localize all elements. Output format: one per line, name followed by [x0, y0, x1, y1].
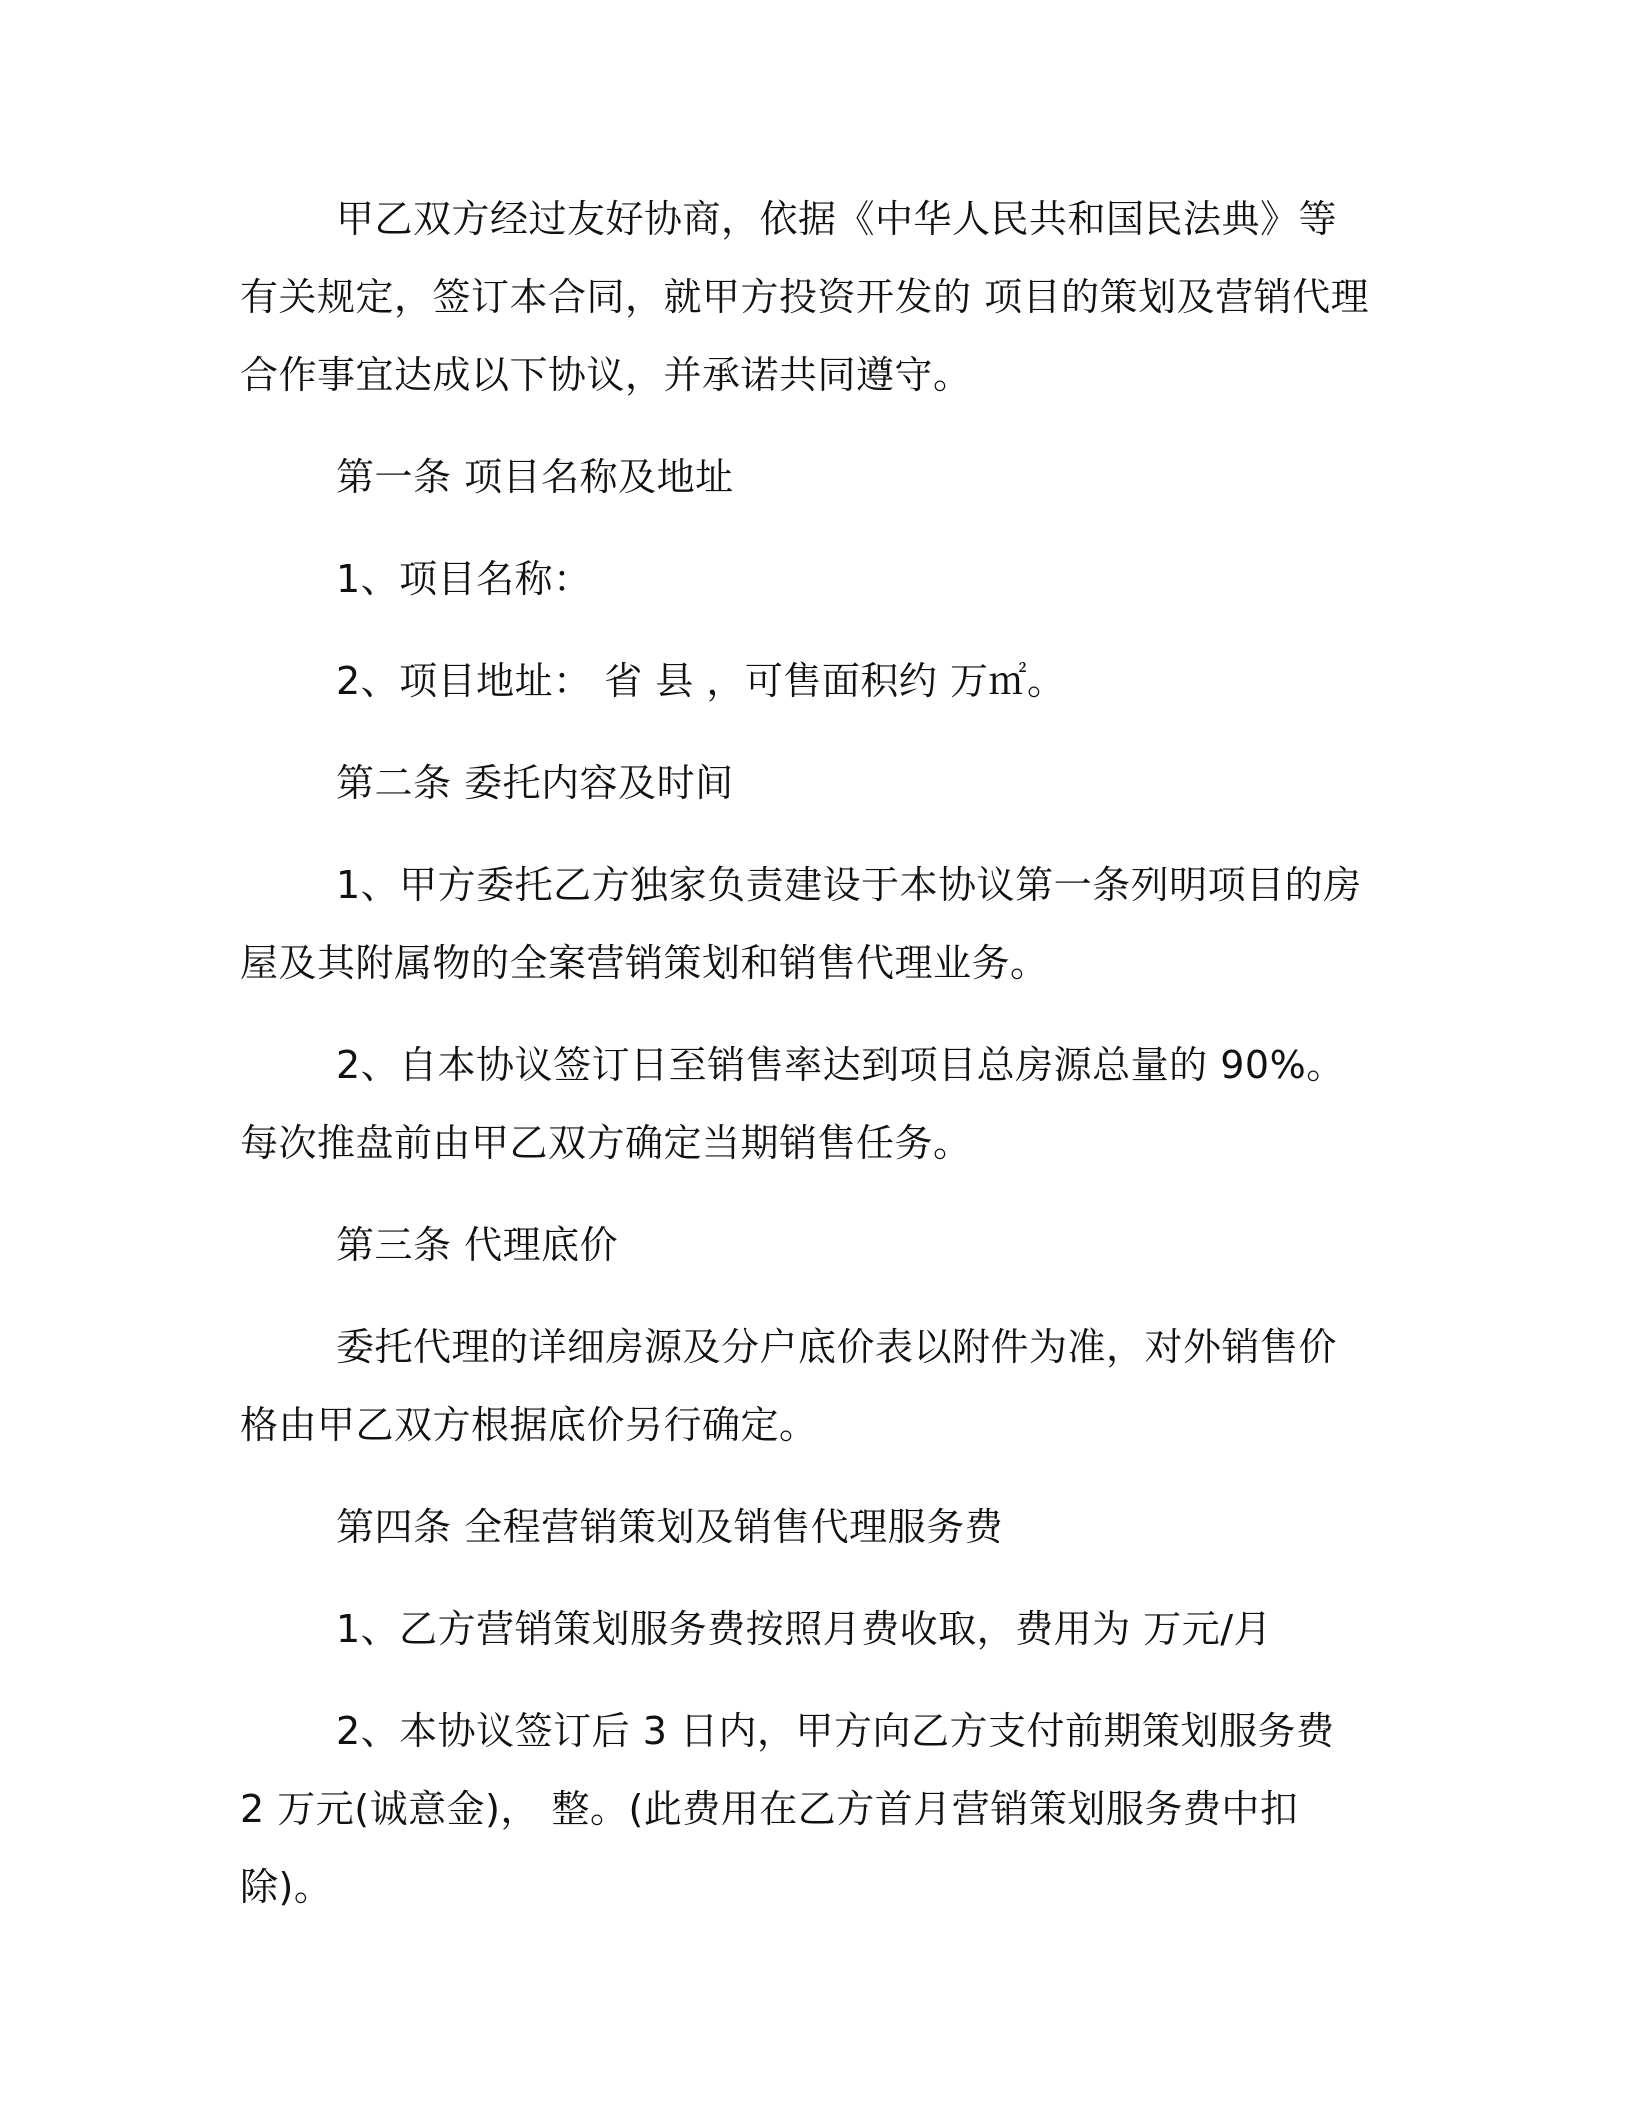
base-price-paragraph: 委托代理的详细房源及分户底价表以附件为准，对外销售价格由甲乙双方根据底价另行确定。	[240, 1325, 1338, 1447]
service-fee-item: 1、乙方营销策划服务费按照月费收取，费用为 万元/月	[336, 1607, 1273, 1651]
article-4-heading: 第四条 全程营销策划及销售代理服务费	[336, 1505, 1004, 1549]
entrust-time-item: 2、自本协议签订日至销售率达到项目总房源总量的 90%。每次推盘前由甲乙双方确定当期销售任务。	[240, 1043, 1345, 1165]
article-3-heading: 第三条 代理底价	[336, 1223, 619, 1267]
intro-paragraph: 甲乙双方经过友好协商，依据《中华人民共和国民法典》等有关规定，签订本合同，就甲方投资开发的 项目的策划及营销代理合作事宜达成以下协议，并承诺共同遵守。	[240, 197, 1370, 397]
project-name-item: 1、项目名称：	[336, 557, 592, 601]
article-1-heading: 第一条 项目名称及地址	[336, 455, 734, 499]
article-2-heading: 第二条 委托内容及时间	[336, 761, 734, 805]
entrust-content-item: 1、甲方委托乙方独家负责建设于本协议第一条列明项目的房屋及其附属物的全案营销策划和销售代理业务。	[240, 863, 1362, 985]
document-body	[240, 180, 1370, 1950]
deposit-item: 2、本协议签订后 3 日内，甲方向乙方支付前期策划服务费 2 万元(诚意金)， 整。(此费用在乙方首月营销策划服务费中扣除)。	[240, 1709, 1335, 1909]
project-address-item: 2、项目地址： 省 县 ，可售面积约 万㎡。	[336, 659, 1066, 703]
